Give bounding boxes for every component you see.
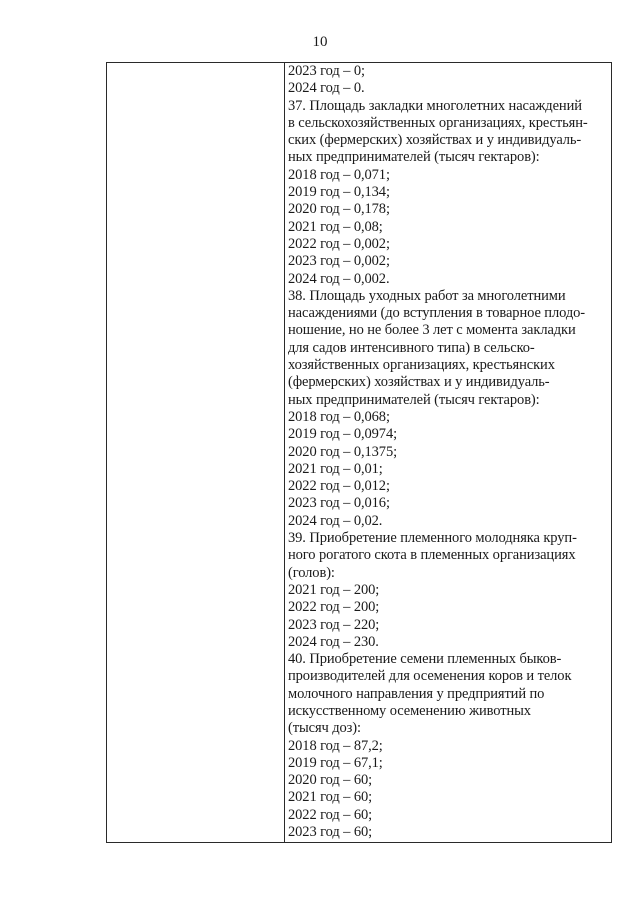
text-line: (фермерских) хозяйствах и у индивидуаль- <box>288 374 550 391</box>
item-37-heading: 37. Площадь закладки многолетних насаждений <box>288 97 582 114</box>
text-line: 2020 год – 0,178; <box>288 201 390 218</box>
text-line: в сельскохозяйственных организациях, крестьян- <box>288 114 588 131</box>
text-line: 2022 год – 60; <box>288 806 373 823</box>
text-line: 2021 год – 0,08; <box>288 218 383 235</box>
item-39-heading: 39. Приобретение племенного молодняка круп- <box>288 530 577 547</box>
text-line: искусственному осеменению животных <box>288 702 531 719</box>
text-line: 2018 год – 0,068; <box>288 408 390 425</box>
text-line: ного рогатого скота в племенных организациях <box>288 547 576 564</box>
text-line: 2018 год – 87,2; <box>288 737 383 754</box>
item-38-heading: 38. Площадь уходных работ за многолетними <box>288 287 566 304</box>
text-line: 2020 год – 0,1375; <box>288 443 398 460</box>
table-left-cell <box>107 63 285 842</box>
text-line: 2019 год – 67,1; <box>288 754 383 771</box>
text-line: 2021 год – 0,01; <box>288 460 383 477</box>
text-line: 2024 год – 230. <box>288 633 379 650</box>
text-line: 2020 год – 60; <box>288 772 373 789</box>
text-line: для садов интенсивного типа) в сельско- <box>288 339 535 356</box>
text-line: 2023 год – 60; <box>288 824 373 841</box>
text-line: 2023 год – 220; <box>288 616 380 633</box>
table-right-cell <box>285 63 611 842</box>
text-line: 2024 год – 0. <box>288 80 365 97</box>
text-line: молочного направления у предприятий по <box>288 685 545 702</box>
document-table <box>106 62 612 843</box>
text-line: 2024 год – 0,02. <box>288 512 383 529</box>
text-line: (тысяч доз): <box>288 720 361 737</box>
text-line: 2022 год – 0,002; <box>288 235 390 252</box>
text-line: 2019 год – 0,134; <box>288 184 390 201</box>
text-line: ных предпринимателей (тысяч гектаров): <box>288 391 540 408</box>
text-line: 2019 год – 0,0974; <box>288 426 398 443</box>
text-line: 2023 год – 0; <box>288 63 365 79</box>
text-line: 2023 год – 0,016; <box>288 495 390 512</box>
text-line: ношение, но не более 3 лет с момента закладки <box>288 322 576 339</box>
item-40-heading: 40. Приобретение семени племенных быков- <box>288 651 562 668</box>
text-line: ных предпринимателей (тысяч гектаров): <box>288 149 540 166</box>
text-line: хозяйственных организациях, крестьянских <box>288 357 555 374</box>
text-line: 2021 год – 200; <box>288 581 380 598</box>
text-line: 2018 год – 0,071; <box>288 166 390 183</box>
text-line: производителей для осеменения коров и телок <box>288 668 572 685</box>
text-line: 2021 год – 60; <box>288 789 373 806</box>
text-line: (голов): <box>288 564 335 581</box>
page-number: 10 <box>312 34 328 50</box>
text-line: насаждениями (до вступления в товарное плодо- <box>288 305 585 322</box>
text-line: 2022 год – 0,012; <box>288 478 390 495</box>
text-line: 2023 год – 0,002; <box>288 253 390 270</box>
text-line: 2024 год – 0,002. <box>288 270 390 287</box>
text-line: ских (фермерских) хозяйствах и у индивидуаль- <box>288 132 582 149</box>
text-line: 2022 год – 200; <box>288 599 380 616</box>
